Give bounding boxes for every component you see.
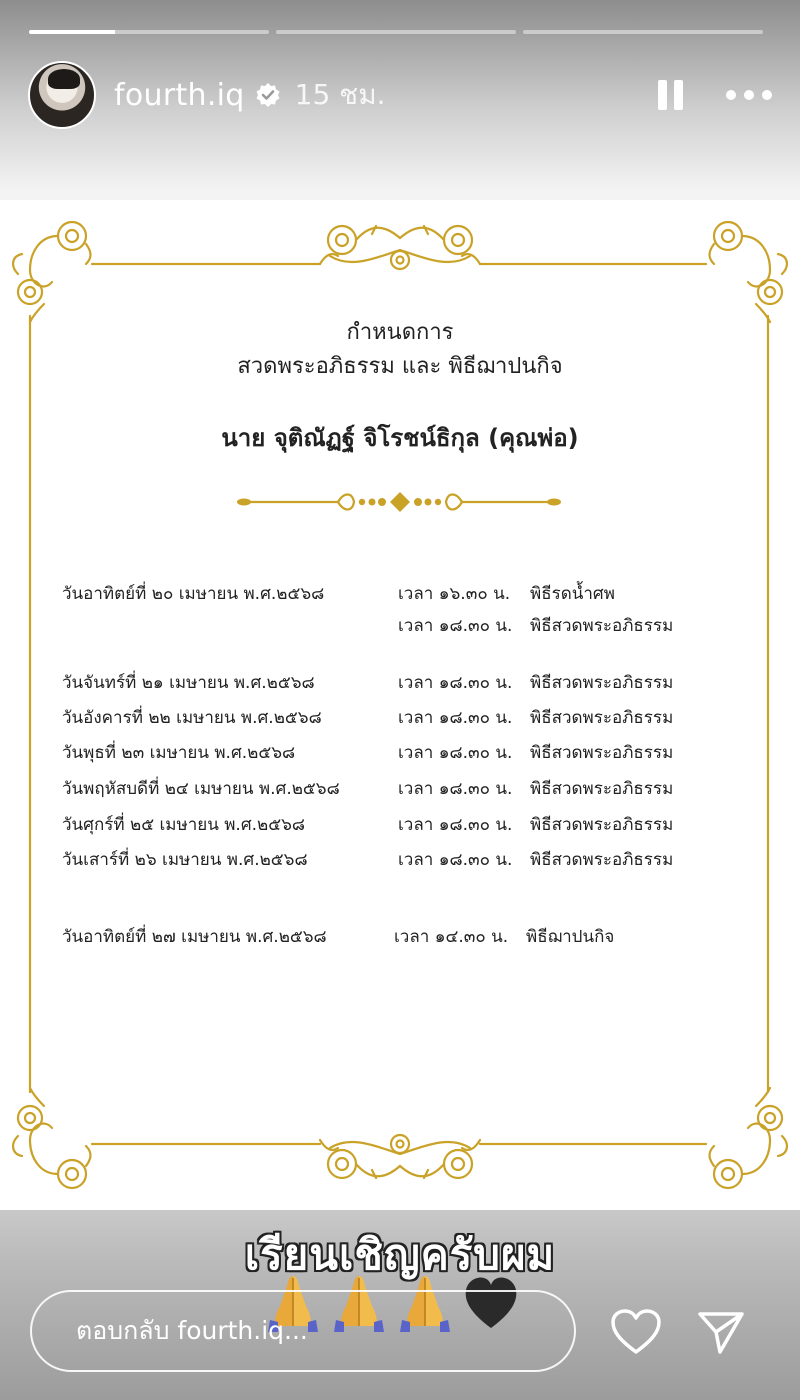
schedule-date: วันอาทิตย์ที่ ๒๐ เมษายน พ.ศ.๒๕๖๘ [62,584,325,604]
schedule-time: เวลา ๑๘.๓๐ น. [398,850,513,870]
schedule-date: วันจันทร์ที่ ๒๑ เมษายน พ.ศ.๒๕๖๘ [62,673,315,693]
schedule-time: เวลา ๑๘.๓๐ น. [398,708,513,728]
story-progress [29,30,763,34]
avatar[interactable] [28,61,96,129]
schedule-subheading: สวดพระอภิธรรม และ พิธีฌาปนกิจ [237,354,563,379]
schedule-date: วันเสาร์ที่ ๒๖ เมษายน พ.ศ.๒๕๖๘ [62,850,308,870]
post-time: 15 ชม. [294,78,386,111]
story-caption: เรียนเชิญครับผม [244,1230,556,1279]
heart-icon[interactable] [610,1308,662,1356]
progress-segment-1 [29,30,269,34]
schedule-time: เวลา ๑๘.๓๐ น. [398,616,513,636]
verified-badge-icon [255,82,281,108]
schedule-date: วันอาทิตย์ที่ ๒๗ เมษายน พ.ศ.๒๕๖๘ [62,927,327,947]
schedule-date: วันศุกร์ที่ ๒๕ เมษายน พ.ศ.๒๕๖๘ [62,815,306,835]
schedule-event: พิธีสวดพระอภิธรรม [530,616,674,636]
announcement-card [0,200,800,1210]
schedule-date: วันพฤหัสบดีที่ ๒๔ เมษายน พ.ศ.๒๕๖๘ [62,779,340,799]
schedule-heading: กำหนดการ [346,320,454,345]
schedule-event: พิธีสวดพระอภิธรรม [530,850,674,870]
schedule-event: พิธีสวดพระอภิธรรม [530,708,674,728]
schedule-time: เวลา ๑๘.๓๐ น. [398,815,513,835]
username[interactable]: fourth.iq [114,77,245,113]
schedule-event: พิธีสวดพระอภิธรรม [530,779,674,799]
more-icon[interactable] [726,85,772,105]
schedule-time: เวลา ๑๘.๓๐ น. [398,743,513,763]
schedule-event: พิธีสวดพระอภิธรรม [530,815,674,835]
schedule-event: พิธีรดน้ำศพ [530,584,615,604]
pause-icon[interactable] [652,75,692,115]
schedule-event: พิธีฌาปนกิจ [526,927,615,947]
schedule-time: เวลา ๑๔.๓๐ น. [394,927,509,947]
schedule-time: เวลา ๑๖.๓๐ น. [398,584,511,604]
deceased-name: นาย จุติณัฏฐ์ จิโรชน์ธิกุล (คุณพ่อ) [221,424,579,452]
schedule-time: เวลา ๑๘.๓๐ น. [398,673,513,693]
schedule-date: วันพุธที่ ๒๓ เมษายน พ.ศ.๒๕๖๘ [62,743,296,763]
send-icon[interactable] [696,1306,746,1356]
schedule-event: พิธีสวดพระอภิธรรม [530,673,674,693]
progress-segment-3 [523,30,763,34]
story-header [28,60,772,130]
progress-segment-2 [276,30,516,34]
schedule-time: เวลา ๑๘.๓๐ น. [398,779,513,799]
schedule-event: พิธีสวดพระอภิธรรม [530,743,674,763]
reply-input[interactable]: ตอบกลับ fourth.iq... [30,1290,576,1372]
schedule-date: วันอังคารที่ ๒๒ เมษายน พ.ศ.๒๕๖๘ [62,708,322,728]
